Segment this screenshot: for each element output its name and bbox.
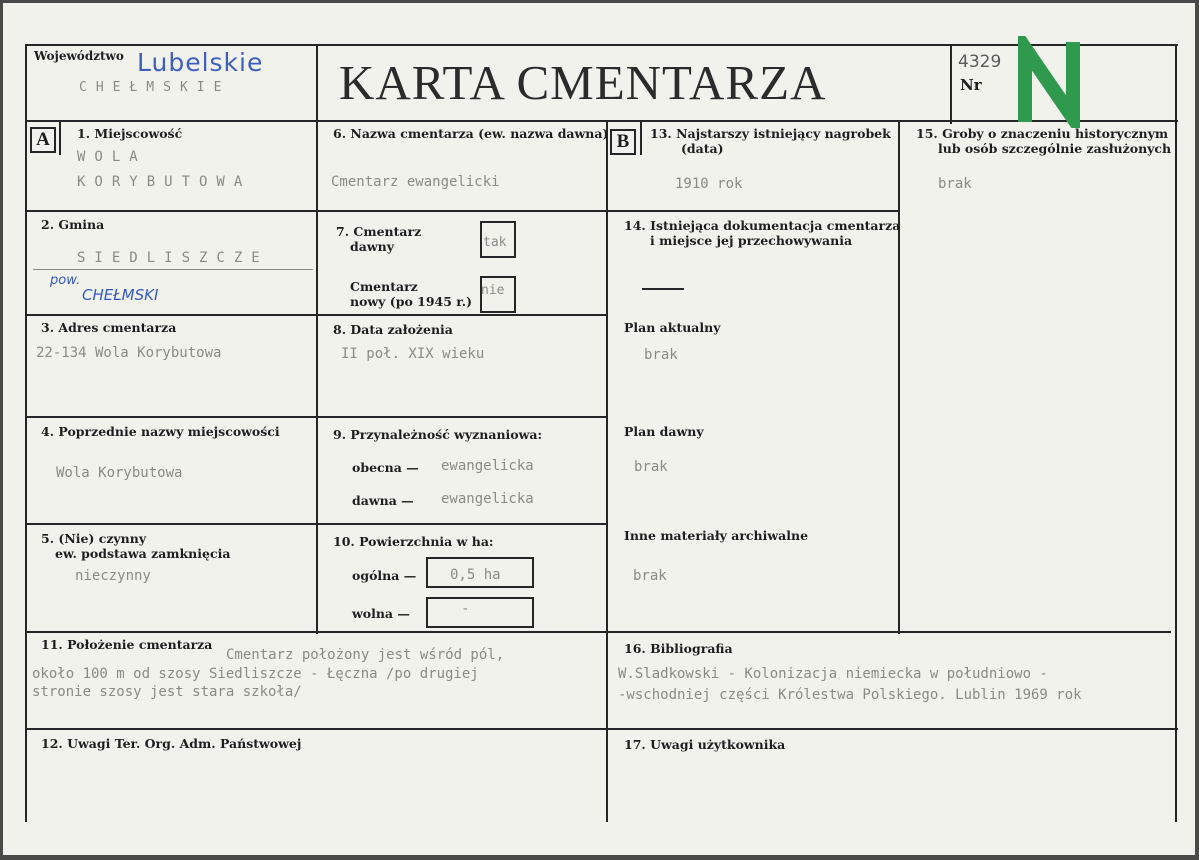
header-divider-2 xyxy=(950,44,952,124)
row-line-a1 xyxy=(25,210,316,212)
field-3-value: 22-134 Wola Korybutowa xyxy=(36,345,222,361)
field-9-former-value: ewangelicka xyxy=(441,491,534,507)
field-2-hand-value: CHEŁMSKI xyxy=(82,286,159,304)
field-9-label: 9. Przynależność wyznaniowa: xyxy=(333,427,543,442)
row-line-b4 xyxy=(316,523,607,525)
header-divider-1 xyxy=(316,44,318,124)
field-13-label-2: (data) xyxy=(681,141,724,156)
field-4-value: Wola Korybutowa xyxy=(56,465,183,481)
row-line-bottom-2 xyxy=(25,728,1178,730)
field-5-label-2: ew. podstawa zamknięcia xyxy=(55,546,231,561)
field-9-current-value: ewangelicka xyxy=(441,458,534,474)
other-materials-value: brak xyxy=(633,568,667,584)
wojewodztwo-label: Województwo xyxy=(34,49,124,63)
field-11-label: 11. Położenie cmentarza xyxy=(41,637,213,652)
cemetery-card xyxy=(3,3,1195,855)
field-7b-label-2: nowy (po 1945 r.) xyxy=(350,294,472,309)
field-10-total-label: ogólna — xyxy=(352,568,417,583)
field-4-label: 4. Poprzednie nazwy miejscowości xyxy=(41,424,280,439)
field-6-value: Cmentarz ewangelicki xyxy=(331,174,500,190)
field-2-hand-pow: pow. xyxy=(50,273,81,288)
field-8-value: II poł. XIX wieku xyxy=(341,346,485,362)
other-materials-label: Inne materiały archiwalne xyxy=(624,528,809,543)
field-2-value: SIEDLISZCZE xyxy=(77,250,269,266)
row-line-b1 xyxy=(316,210,607,212)
field-13-label-1: 13. Najstarszy istniejący nagrobek xyxy=(650,126,891,141)
field-14-label-2: i miejsce jej przechowywania xyxy=(650,233,853,248)
field-3-label: 3. Adres cmentarza xyxy=(41,320,177,335)
plan-former-label: Plan dawny xyxy=(624,424,704,439)
nr-handwritten: 4329 xyxy=(958,52,1002,72)
field-8-label: 8. Data założenia xyxy=(333,322,453,337)
field-2-underline xyxy=(33,269,313,270)
field-10-free-box xyxy=(426,597,534,628)
card-title: KARTA CMENTARZA xyxy=(339,55,827,110)
nr-label: Nr xyxy=(960,76,982,94)
field-1-line1: WOLA xyxy=(77,149,147,165)
plan-current-label: Plan aktualny xyxy=(624,320,721,335)
field-1-label: 1. Miejscowość xyxy=(77,126,183,141)
field-1-line2: KORYBUTOWA xyxy=(77,174,252,190)
row-line-a2 xyxy=(25,314,316,316)
field-15-value: brak xyxy=(938,176,972,192)
plan-former-value: brak xyxy=(634,459,668,475)
field-17-label: 17. Uwagi użytkownika xyxy=(624,737,786,752)
field-16-line2: -wschodniej części Królestwa Polskiego. Lublin 1969 rok xyxy=(618,687,1082,703)
section-b-tick xyxy=(640,120,642,155)
section-a-tick xyxy=(59,120,61,155)
field-13-value: 1910 rok xyxy=(675,176,743,192)
field-14-dash xyxy=(642,288,684,290)
field-10-label: 10. Powierzchnia w ha: xyxy=(333,534,494,549)
field-11-line2: około 100 m od szosy Siedliszcze - Łęczna /po drugiej xyxy=(32,666,479,682)
field-9-current-label: obecna — xyxy=(352,460,419,475)
field-16-line1: W.Sladkowski - Kolonizacja niemiecka w południowo - xyxy=(618,666,1048,682)
section-b-marker: B xyxy=(610,129,636,155)
plan-current-value: brak xyxy=(644,347,678,363)
field-11-line1: Cmentarz położony jest wśród pól, xyxy=(226,647,505,663)
field-2-label: 2. Gmina xyxy=(41,217,105,232)
row-line-bottom-1 xyxy=(25,631,1171,633)
field-7-box-value: tak xyxy=(483,235,507,250)
field-10-free-value: - xyxy=(461,601,470,617)
top-border xyxy=(25,44,1178,46)
col-divider-3 xyxy=(898,120,900,634)
field-7b-label-1: Cmentarz xyxy=(350,279,418,294)
field-14-label-1: 14. Istniejąca dokumentacja cmentarza xyxy=(624,218,901,233)
col-divider-2 xyxy=(606,120,608,822)
field-12-label: 12. Uwagi Ter. Org. Adm. Państwowej xyxy=(41,736,302,751)
field-5-value: nieczynny xyxy=(75,568,151,584)
wojewodztwo-stamp: Lubelskie xyxy=(137,48,264,77)
field-9-former-label: dawna — xyxy=(352,493,414,508)
field-7-label-1: 7. Cmentarz xyxy=(336,224,422,239)
field-7-label-2: dawny xyxy=(350,239,394,254)
field-10-total-value: 0,5 ha xyxy=(450,567,501,583)
row-line-c1 xyxy=(606,210,899,212)
header-bottom-line xyxy=(25,120,1178,122)
field-6-label: 6. Nazwa cmentarza (ew. nazwa dawna) xyxy=(333,126,609,141)
row-line-b3 xyxy=(316,416,607,418)
section-a-marker: A xyxy=(30,127,56,153)
row-line-a3 xyxy=(25,416,316,418)
left-border xyxy=(25,44,27,822)
field-7b-box-value: nie xyxy=(481,283,505,298)
field-16-label: 16. Bibliografia xyxy=(624,641,733,656)
wojewodztwo-sub: CHEŁMSKIE xyxy=(79,80,231,95)
field-5-label-1: 5. (Nie) czynny xyxy=(41,531,147,546)
green-n-marker-icon xyxy=(1017,36,1089,128)
field-15-label-1: 15. Groby o znaczeniu historycznym xyxy=(916,126,1169,141)
field-15-label-2: lub osób szczególnie zasłużonych xyxy=(938,141,1172,156)
row-line-b2 xyxy=(316,314,607,316)
col-divider-1 xyxy=(316,120,318,634)
row-line-a4 xyxy=(25,523,316,525)
field-11-line3: stronie szosy jest stara szkoła/ xyxy=(32,684,302,700)
right-border xyxy=(1175,44,1177,822)
field-10-free-label: wolna — xyxy=(352,606,410,621)
